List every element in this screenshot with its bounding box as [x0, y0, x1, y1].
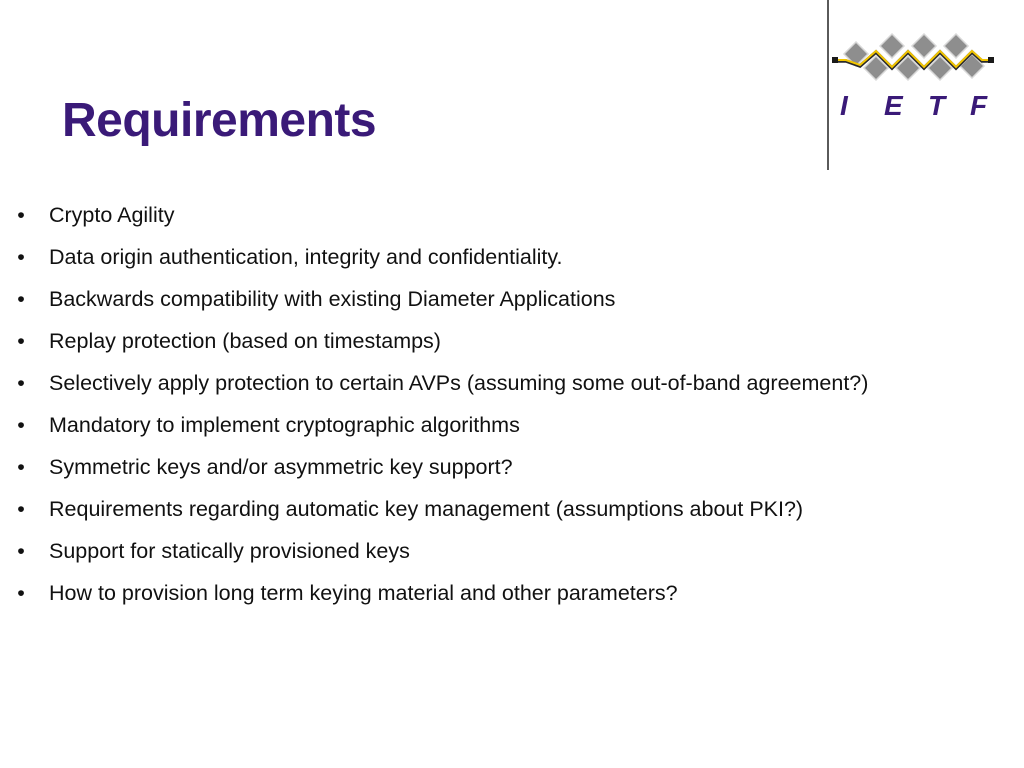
logo-letter-e: E: [884, 90, 903, 121]
bullet-text: Backwards compatibility with existing Diameter Applications: [49, 287, 616, 311]
bullet-list: [0, 200, 1000, 620]
bullet-marker: •: [17, 581, 25, 605]
bullet-text: Data origin authentication, integrity and confidentiality.: [49, 245, 563, 269]
ietf-logo-mark: [832, 30, 994, 90]
list-item: [0, 242, 1000, 272]
logo-diamond: [880, 34, 904, 58]
bullet-text: Replay protection (based on timestamps): [49, 329, 441, 353]
bullet-text: Symmetric keys and/or asymmetric key support?: [49, 455, 513, 479]
list-item: [0, 578, 1000, 608]
bullet-marker: •: [17, 287, 25, 311]
list-item: [0, 452, 1000, 482]
bullet-marker: •: [17, 245, 25, 269]
bullet-text: Selectively apply protection to certain AVPs (assuming some out-of-band agreement?): [49, 371, 869, 395]
bullet-text: Mandatory to implement cryptographic algorithms: [49, 413, 520, 437]
logo-letter-i: I: [840, 90, 848, 121]
bullet-text: Crypto Agility: [49, 203, 175, 227]
list-item: [0, 536, 1000, 566]
logo-letters: [832, 88, 994, 124]
logo-line-end-right: [988, 57, 994, 63]
bullet-text: Requirements regarding automatic key management (assumptions about PKI?): [49, 497, 804, 521]
bullet-marker: •: [17, 329, 25, 353]
list-item: [0, 200, 1000, 230]
list-item: [0, 494, 1000, 524]
bullet-marker: •: [17, 455, 25, 479]
list-item: [0, 410, 1000, 440]
logo-line-end-left: [832, 57, 838, 63]
bullet-marker: •: [17, 497, 25, 521]
bullet-text: How to provision long term keying material and other parameters?: [49, 581, 678, 605]
bullet-text: Support for statically provisioned keys: [49, 539, 410, 563]
logo-letter-f: F: [970, 90, 988, 121]
bullet-marker: •: [17, 371, 25, 395]
logo-letter-t: T: [928, 90, 946, 121]
ietf-logo: [832, 30, 994, 126]
bullet-marker: •: [17, 413, 25, 437]
bullet-marker: •: [17, 203, 25, 227]
list-item: [0, 284, 1000, 314]
logo-diamond: [944, 34, 968, 58]
header-divider: [827, 0, 829, 170]
list-item: [0, 326, 1000, 356]
list-item: [0, 368, 1000, 398]
slide-title: Requirements: [62, 94, 377, 147]
logo-diamond: [912, 34, 936, 58]
bullet-marker: •: [17, 539, 25, 563]
